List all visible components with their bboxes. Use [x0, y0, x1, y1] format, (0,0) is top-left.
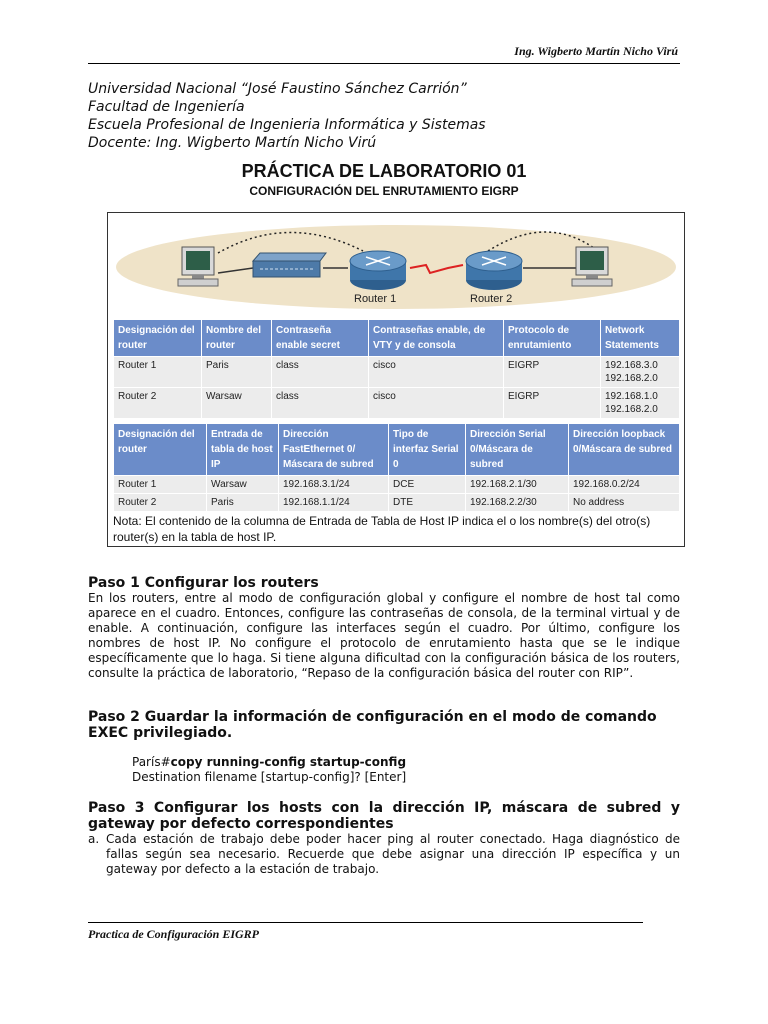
table-cell: Router 1	[114, 357, 202, 388]
table-note: Nota: El contenido de la columna de Entrada de Tabla de Host IP indica el o los nombre(s) del otro(s) router(s) en la tabla de host IP.	[113, 514, 651, 544]
table-cell: Paris	[202, 357, 272, 388]
table-cell: DCE	[389, 476, 466, 494]
router-2-icon	[466, 251, 522, 290]
command-prompt: París#	[132, 755, 171, 769]
footer-rule	[88, 922, 643, 923]
lab-figure	[107, 212, 685, 547]
interface-config-table	[113, 423, 680, 512]
table-row	[114, 388, 680, 419]
faculty-name: Facultad de Ingeniería	[88, 99, 245, 115]
column-header: Contraseña enable secret	[272, 320, 369, 357]
column-header: Designación del router	[114, 424, 207, 476]
column-header: Dirección FastEthernet 0/ Máscara de subred	[279, 424, 389, 476]
workstation-right-icon	[572, 247, 612, 286]
teacher-name: Docente: Ing. Wigberto Martín Nicho Virú	[88, 135, 377, 151]
table-cell: Router 1	[114, 476, 207, 494]
step-3-section	[88, 800, 680, 877]
step-1-section	[88, 575, 680, 681]
header-rule	[88, 63, 680, 64]
command-text: copy running-config startup-config	[170, 755, 407, 769]
column-header: Entrada de tabla de host IP	[207, 424, 279, 476]
table-row	[114, 476, 680, 494]
column-header: Nombre del router	[202, 320, 272, 357]
column-header: Designación del router	[114, 320, 202, 357]
table-cell: Paris	[207, 494, 279, 512]
column-header: Dirección loopback 0/Máscara de subred	[569, 424, 680, 476]
step-1-title: Paso 1 Configurar los routers	[88, 575, 319, 591]
column-header: Network Statements	[601, 320, 680, 357]
router-1-icon	[350, 251, 406, 290]
table-cell: Warsaw	[207, 476, 279, 494]
table-cell: class	[272, 357, 369, 388]
router-config-table	[113, 319, 680, 419]
command-output: Destination filename [startup-config]? [Enter]	[132, 770, 407, 784]
column-header: Contraseñas enable, de VTY y de consola	[369, 320, 504, 357]
table-header-row	[114, 424, 680, 476]
table-header-row	[114, 320, 680, 357]
step-2-title: Paso 2 Guardar la información de configuración en el modo de comando EXEC privilegiado.	[88, 709, 657, 741]
table-cell: 192.168.1.0 192.168.2.0	[601, 388, 680, 419]
item-marker: a.	[88, 832, 100, 846]
table-cell: Warsaw	[202, 388, 272, 419]
table-cell: No address	[569, 494, 680, 512]
table-cell: 192.168.1.1/24	[279, 494, 389, 512]
workstation-left-icon	[178, 247, 218, 286]
router-2-label: Router 2	[470, 293, 513, 305]
university-name: Universidad Nacional “José Faustino Sánchez Carrión”	[88, 81, 467, 97]
table-cell: DTE	[389, 494, 466, 512]
step-3-title: Paso 3 Configurar los hosts con la dirección IP, máscara de subred y gateway por defecto correspondientes	[88, 800, 680, 832]
table-cell: Router 2	[114, 388, 202, 419]
school-name: Escuela Profesional de Ingenieria Informática y Sistemas	[88, 117, 486, 133]
header-author: Ing. Wigberto Martín Nicho Virú	[514, 44, 678, 58]
table-cell: 192.168.3.1/24	[279, 476, 389, 494]
table-cell: EIGRP	[504, 388, 601, 419]
table-cell: cisco	[369, 388, 504, 419]
step-3-item-a	[88, 832, 680, 877]
step-2-section	[88, 709, 680, 785]
table-cell: EIGRP	[504, 357, 601, 388]
table-cell: 192.168.2.2/30	[466, 494, 569, 512]
step-1-body: En los routers, entre al modo de configuración global y configure el nombre de host tal como aparece en el cuadro. Entonces, configure las contraseñas de consola, de la terminal virtual y de enable. A continuación, configure las interfaces según el cuadro. Por último, configure los nombres de host IP. No configure el protocolo de enrutamiento hasta que se le indique específicamente que lo haga. Si tiene alguna dificultad con la configuración básica de los routers, consulte la práctica de laboratorio, “Repaso de la configuración básica del router con RIP”.	[88, 591, 680, 680]
footer-text: Practica de Configuración EIGRP	[88, 927, 260, 941]
switch-icon	[253, 253, 326, 277]
table-cell: class	[272, 388, 369, 419]
column-header: Tipo de interfaz Serial 0	[389, 424, 466, 476]
institution-block	[88, 80, 486, 152]
table-row	[114, 494, 680, 512]
table-cell: cisco	[369, 357, 504, 388]
table-cell: 192.168.2.1/30	[466, 476, 569, 494]
page-subtitle: CONFIGURACIÓN DEL ENRUTAMIENTO EIGRP	[249, 184, 519, 198]
table-row	[114, 357, 680, 388]
table-cell: 192.168.0.2/24	[569, 476, 680, 494]
command-line	[132, 755, 680, 770]
step-3-item-a-text: Cada estación de trabajo debe poder hacer ping al router conectado. Haga diagnóstico de fallas según sea necesario. Recuerde que debe asignar una dirección IP específica y un gateway por defecto a la estación de trabajo.	[106, 832, 680, 876]
router-1-label: Router 1	[354, 293, 397, 305]
column-header: Dirección Serial 0/Máscara de subred	[466, 424, 569, 476]
table-cell: 192.168.3.0 192.168.2.0	[601, 357, 680, 388]
table-cell: Router 2	[114, 494, 207, 512]
column-header: Protocolo de enrutamiento	[504, 320, 601, 357]
page-title: PRÁCTICA DE LABORATORIO 01	[241, 161, 527, 181]
